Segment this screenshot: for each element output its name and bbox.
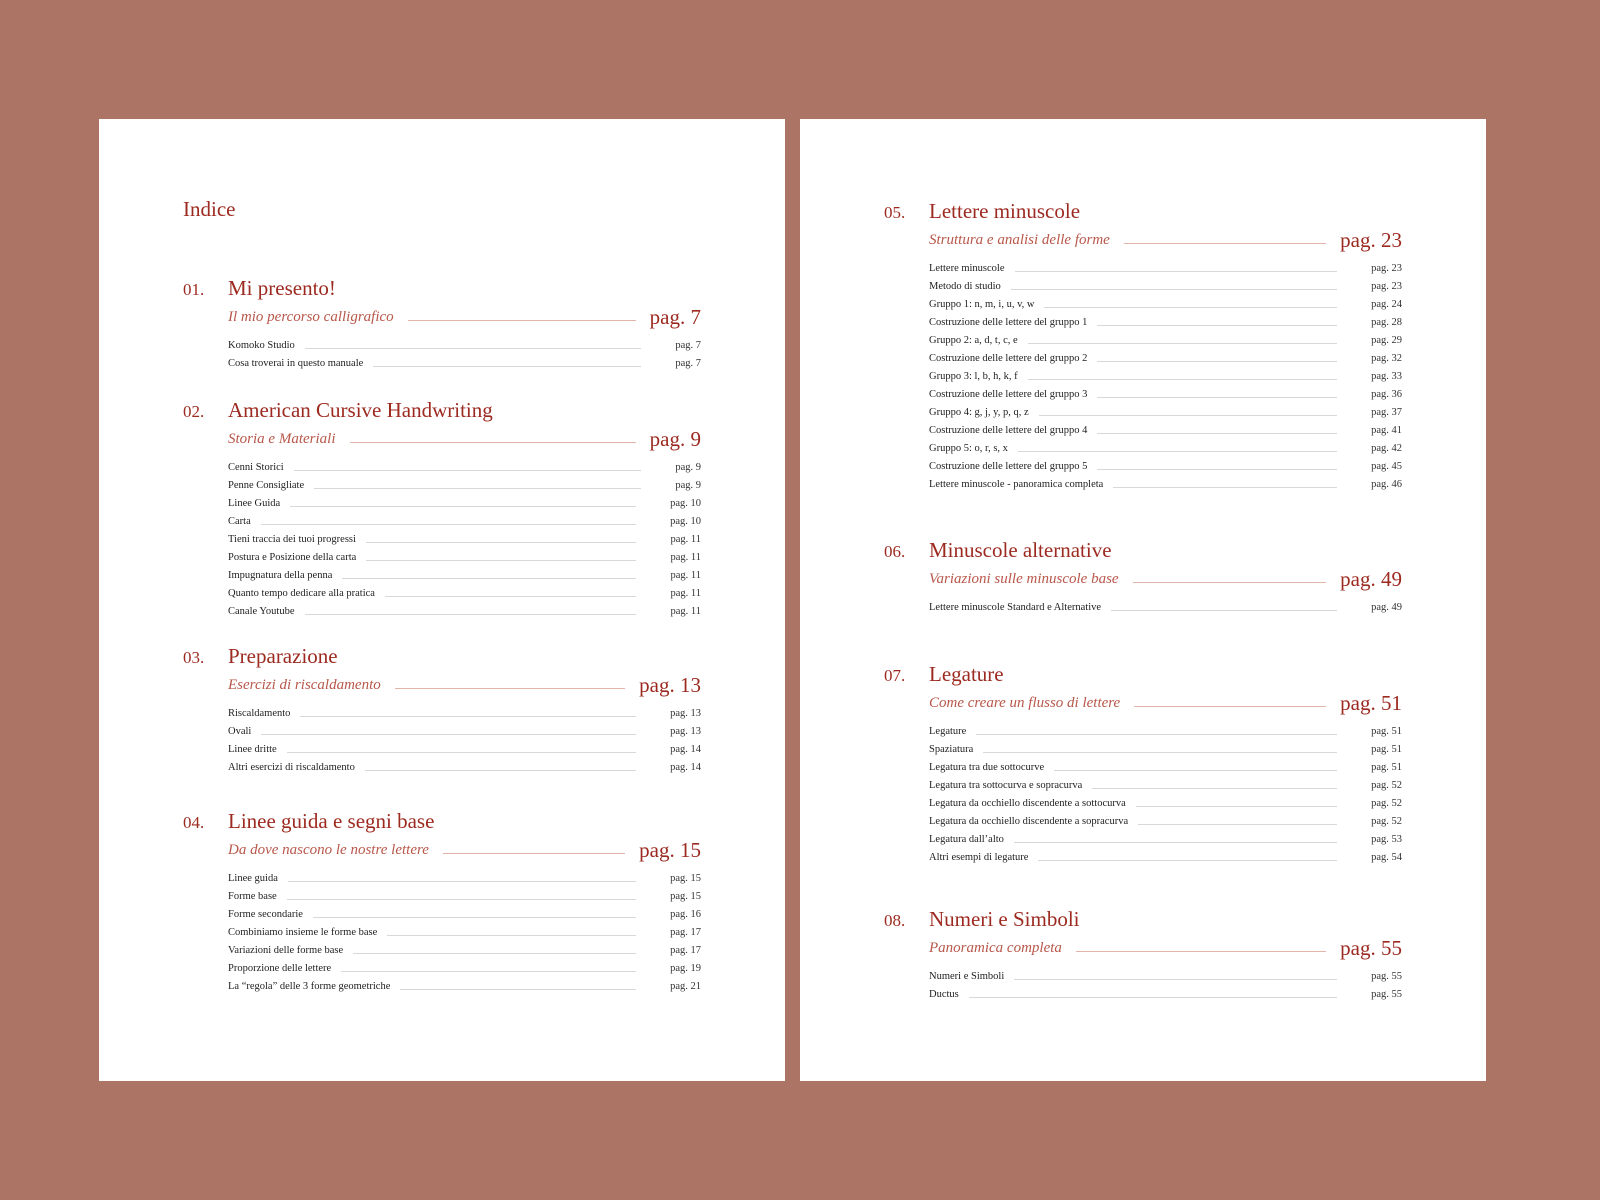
toc-item-page: pag. 11 (670, 587, 701, 599)
toc-item-label: Combiniamo insieme le forme base (228, 926, 378, 938)
leader-line (1134, 706, 1326, 707)
toc-item-label: Variazioni delle forme base (228, 944, 344, 956)
toc-item-label: Forme base (228, 890, 277, 902)
toc-item[interactable] (228, 548, 701, 566)
toc-item-label: Gruppo 3: l, b, h, k, f (929, 370, 1018, 382)
section-subtitle-row[interactable] (929, 690, 1402, 716)
leader-line (366, 542, 637, 543)
leader-line (976, 734, 1337, 735)
toc-item-page: pag. 24 (1371, 298, 1402, 310)
toc-item[interactable] (929, 367, 1402, 385)
toc-item[interactable] (929, 331, 1402, 349)
leader-line (1097, 433, 1337, 434)
toc-item[interactable] (929, 475, 1402, 493)
toc-item-page: pag. 45 (1371, 460, 1402, 472)
toc-item[interactable] (228, 758, 701, 776)
toc-section (183, 398, 701, 620)
toc-item-label: Tieni traccia dei tuoi progressi (228, 533, 356, 545)
leader-line (1097, 397, 1337, 398)
section-page-number: pag. 13 (639, 672, 701, 697)
section-title[interactable]: Linee guida e segni base (228, 809, 435, 833)
leader-line (1028, 343, 1337, 344)
toc-item-page: pag. 36 (1371, 388, 1402, 400)
leader-line (290, 506, 636, 507)
toc-item-label: Legatura da occhiello discendente a sottocurva (929, 797, 1126, 809)
toc-item[interactable] (228, 977, 701, 995)
toc-item[interactable] (929, 295, 1402, 313)
toc-item-page: pag. 14 (670, 743, 701, 755)
toc-item-list (929, 598, 1402, 616)
toc-item[interactable] (228, 704, 701, 722)
leader-line (287, 899, 636, 900)
section-page-number: pag. 55 (1340, 935, 1402, 960)
toc-item-page: pag. 33 (1371, 370, 1402, 382)
toc-item-page: pag. 55 (1371, 988, 1402, 1000)
toc-item-page: pag. 23 (1371, 262, 1402, 274)
toc-item-label: Ductus (929, 988, 959, 1000)
toc-item-label: Altri esempi di legature (929, 851, 1029, 863)
toc-item-label: Costruzione delle lettere del gruppo 1 (929, 316, 1088, 328)
toc-item[interactable] (929, 985, 1402, 1003)
leader-line (969, 997, 1337, 998)
toc-section (183, 276, 701, 372)
toc-item-label: Lettere minuscole Standard e Alternative (929, 601, 1102, 613)
section-title[interactable]: Preparazione (228, 644, 338, 668)
section-subtitle: Esercizi di riscaldamento (228, 676, 381, 693)
leader-line (1018, 451, 1337, 452)
toc-item-label: Proporzione delle lettere (228, 962, 332, 974)
toc-item-page: pag. 32 (1371, 352, 1402, 364)
toc-item-label: Legatura da occhiello discendente a sopracurva (929, 815, 1129, 827)
toc-item-page: pag. 52 (1371, 815, 1402, 827)
toc-item-page: pag. 17 (670, 944, 701, 956)
toc-item-page: pag. 10 (670, 497, 701, 509)
toc-item[interactable] (929, 439, 1402, 457)
leader-line (1014, 979, 1337, 980)
toc-item-page: pag. 11 (670, 605, 701, 617)
leader-line (341, 971, 636, 972)
section-page-number: pag. 15 (639, 837, 701, 862)
section-subtitle: Come creare un flusso di lettere (929, 694, 1121, 711)
toc-item-page: pag. 49 (1371, 601, 1402, 613)
toc-item-label: Altri esercizi di riscaldamento (228, 761, 355, 773)
section-page-number: pag. 9 (649, 426, 701, 451)
toc-item[interactable] (228, 923, 701, 941)
section-subtitle: Da dove nascono le nostre lettere (228, 841, 429, 858)
leader-line (387, 935, 636, 936)
toc-item-page: pag. 13 (670, 707, 701, 719)
toc-item[interactable] (929, 794, 1402, 812)
toc-item[interactable] (228, 740, 701, 758)
section-subtitle-row[interactable] (929, 566, 1402, 592)
toc-item[interactable] (228, 494, 701, 512)
leader-line (300, 716, 636, 717)
toc-item-page: pag. 16 (670, 908, 701, 920)
section-subtitle: Panoramica completa (929, 939, 1062, 956)
toc-item-page: pag. 52 (1371, 779, 1402, 791)
toc-item[interactable] (929, 830, 1402, 848)
toc-item-page: pag. 19 (670, 962, 701, 974)
toc-section (884, 538, 1402, 616)
toc-item-page: pag. 53 (1371, 833, 1402, 845)
toc-item-page: pag. 11 (670, 569, 701, 581)
toc-item-label: Legatura tra sottocurva e sopracurva (929, 779, 1083, 791)
toc-item[interactable] (929, 812, 1402, 830)
toc-item[interactable] (228, 905, 701, 923)
section-heading (183, 276, 701, 302)
leader-line (1136, 806, 1337, 807)
toc-item[interactable] (228, 354, 701, 372)
toc-item[interactable] (929, 421, 1402, 439)
section-heading (183, 398, 701, 424)
toc-item-list (228, 458, 701, 620)
toc-section (884, 662, 1402, 866)
leader-line (294, 470, 642, 471)
leader-line (305, 348, 642, 349)
section-page-number: pag. 51 (1340, 690, 1402, 715)
toc-item[interactable] (228, 512, 701, 530)
toc-item[interactable] (228, 336, 701, 354)
section-subtitle: Struttura e analisi delle forme (929, 231, 1110, 248)
leader-line (305, 614, 637, 615)
section-subtitle-row[interactable] (929, 935, 1402, 961)
leader-line (400, 989, 636, 990)
toc-item[interactable] (228, 566, 701, 584)
leader-line (1014, 842, 1337, 843)
toc-item-page: pag. 52 (1371, 797, 1402, 809)
section-subtitle: Storia e Materiali (228, 430, 336, 447)
toc-item-page: pag. 9 (675, 461, 701, 473)
toc-item-list (228, 869, 701, 995)
toc-item[interactable] (929, 967, 1402, 985)
toc-item-label: Cosa troverai in questo manuale (228, 357, 364, 369)
leader-line (288, 881, 636, 882)
section-heading (183, 644, 701, 670)
section-title[interactable]: Minuscole alternative (929, 538, 1112, 562)
leader-line (1097, 469, 1337, 470)
section-heading (884, 907, 1402, 933)
toc-item-label: Gruppo 1: n, m, i, u, v, w (929, 298, 1035, 310)
toc-item-label: Gruppo 4: g, j, y, p, q, z (929, 406, 1029, 418)
toc-item-label: Metodo di studio (929, 280, 1001, 292)
leader-line (1038, 860, 1337, 861)
leader-line (350, 442, 636, 443)
right-page (800, 119, 1486, 1081)
toc-item-page: pag. 37 (1371, 406, 1402, 418)
toc-item-page: pag. 10 (670, 515, 701, 527)
toc-item[interactable] (929, 722, 1402, 740)
section-subtitle: Variazioni sulle minuscole base (929, 570, 1119, 587)
toc-item[interactable] (228, 476, 701, 494)
leader-line (1097, 361, 1337, 362)
toc-item-page: pag. 55 (1371, 970, 1402, 982)
leader-line (287, 752, 636, 753)
toc-item-page: pag. 15 (670, 872, 701, 884)
toc-item-page: pag. 28 (1371, 316, 1402, 328)
toc-item-label: Costruzione delle lettere del gruppo 4 (929, 424, 1088, 436)
toc-section (884, 907, 1402, 1003)
toc-item-page: pag. 46 (1371, 478, 1402, 490)
toc-section (183, 644, 701, 776)
toc-item-label: Legatura dall’alto (929, 833, 1004, 845)
leader-line (1113, 487, 1337, 488)
toc-item[interactable] (929, 758, 1402, 776)
toc-item-page: pag. 42 (1371, 442, 1402, 454)
leader-line (365, 770, 636, 771)
leader-line (1039, 415, 1337, 416)
section-subtitle-row[interactable] (228, 426, 701, 452)
leader-line (1011, 289, 1337, 290)
toc-item-list (929, 967, 1402, 1003)
section-heading (884, 538, 1402, 564)
toc-item[interactable] (929, 598, 1402, 616)
leader-line (408, 320, 636, 321)
section-heading (884, 199, 1402, 225)
toc-item[interactable] (929, 259, 1402, 277)
toc-item-label: Lettere minuscole - panoramica completa (929, 478, 1104, 490)
leader-line (1111, 610, 1337, 611)
toc-item[interactable] (228, 941, 701, 959)
section-title[interactable]: Lettere minuscole (929, 199, 1081, 223)
section-number: 08. (884, 911, 906, 930)
leader-line (373, 366, 641, 367)
leader-line (395, 688, 625, 689)
toc-item[interactable] (228, 530, 701, 548)
section-number: 01. (183, 280, 205, 299)
toc-item[interactable] (228, 869, 701, 887)
section-subtitle-row[interactable] (929, 227, 1402, 253)
toc-item-page: pag. 21 (670, 980, 701, 992)
toc-item[interactable] (228, 887, 701, 905)
toc-item-page: pag. 9 (675, 479, 701, 491)
toc-item-page: pag. 11 (670, 551, 701, 563)
toc-item-page: pag. 11 (670, 533, 701, 545)
leader-line (1097, 325, 1337, 326)
toc-item-label: Postura e Posizione della carta (228, 551, 357, 563)
section-subtitle: Il mio percorso calligrafico (228, 308, 394, 325)
toc-item-list (929, 259, 1402, 493)
toc-item[interactable] (929, 277, 1402, 295)
section-number: 07. (884, 666, 906, 685)
toc-item-label: Linee Guida (228, 497, 281, 509)
toc-item-label: Riscaldamento (228, 707, 291, 719)
toc-item-label: Spaziatura (929, 743, 974, 755)
toc-item-page: pag. 13 (670, 725, 701, 737)
toc-section (183, 809, 701, 995)
toc-item[interactable] (228, 959, 701, 977)
leader-line (1076, 951, 1326, 952)
leader-line (261, 524, 636, 525)
leader-line (366, 560, 636, 561)
toc-item[interactable] (228, 722, 701, 740)
toc-item[interactable] (929, 457, 1402, 475)
toc-item-page: pag. 51 (1371, 743, 1402, 755)
leader-line (983, 752, 1337, 753)
toc-item-label: Carta (228, 515, 251, 527)
leader-line (313, 917, 636, 918)
left-page (99, 119, 785, 1081)
toc-item-label: Linee guida (228, 872, 278, 884)
toc-item-label: Costruzione delle lettere del gruppo 2 (929, 352, 1088, 364)
section-subtitle-row[interactable] (228, 304, 701, 330)
toc-item-page: pag. 51 (1371, 761, 1402, 773)
section-title[interactable]: American Cursive Handwriting (228, 398, 493, 422)
section-title[interactable]: Mi presento! (228, 276, 336, 300)
toc-item[interactable] (929, 848, 1402, 866)
toc-item-label: Linee dritte (228, 743, 277, 755)
section-number: 05. (884, 203, 906, 222)
toc-item[interactable] (929, 740, 1402, 758)
toc-item[interactable] (929, 403, 1402, 421)
toc-item-label: Gruppo 2: a, d, t, c, e (929, 334, 1018, 346)
leader-line (1133, 582, 1327, 583)
toc-item[interactable] (929, 385, 1402, 403)
section-subtitle-row[interactable] (228, 672, 701, 698)
section-number: 02. (183, 402, 205, 421)
leader-line (353, 953, 636, 954)
toc-item[interactable] (228, 602, 701, 620)
section-subtitle-row[interactable] (228, 837, 701, 863)
toc-item-label: Gruppo 5: o, r, s, x (929, 442, 1008, 454)
section-heading (183, 809, 701, 835)
leader-line (261, 734, 636, 735)
toc-item-label: Impugnatura della penna (228, 569, 333, 581)
toc-item-list (228, 336, 701, 372)
toc-item-label: Ovali (228, 725, 252, 737)
toc-item-label: Forme secondarie (228, 908, 303, 920)
toc-item-page: pag. 41 (1371, 424, 1402, 436)
section-number: 04. (183, 813, 205, 832)
toc-item-page: pag. 15 (670, 890, 701, 902)
section-heading (884, 662, 1402, 688)
toc-item-page: pag. 17 (670, 926, 701, 938)
leader-line (385, 596, 637, 597)
leader-line (1044, 307, 1337, 308)
toc-item-page: pag. 14 (670, 761, 701, 773)
leader-line (1028, 379, 1337, 380)
leader-line (1138, 824, 1337, 825)
toc-item-label: Costruzione delle lettere del gruppo 5 (929, 460, 1088, 472)
toc-item-page: pag. 51 (1371, 725, 1402, 737)
toc-item[interactable] (929, 776, 1402, 794)
toc-item-label: Costruzione delle lettere del gruppo 3 (929, 388, 1088, 400)
leader-line (342, 578, 636, 579)
toc-item-label: Numeri e Simboli (929, 970, 1005, 982)
toc-section (884, 199, 1402, 493)
toc-item-label: La “regola” delle 3 forme geometriche (228, 980, 391, 992)
section-page-number: pag. 49 (1340, 566, 1402, 591)
leader-line (1124, 243, 1326, 244)
toc-item[interactable] (228, 458, 701, 476)
leader-line (1015, 271, 1338, 272)
index-title: Indice (183, 197, 236, 221)
leader-line (1092, 788, 1337, 789)
section-page-number: pag. 7 (649, 304, 701, 329)
section-number: 06. (884, 542, 906, 561)
toc-item-label: Quanto tempo dedicare alla pratica (228, 587, 375, 599)
toc-item-label: Legature (929, 725, 967, 737)
toc-item-page: pag. 7 (675, 339, 701, 351)
section-title[interactable]: Legature (929, 662, 1004, 686)
toc-item[interactable] (929, 313, 1402, 331)
toc-item-label: Komoko Studio (228, 339, 295, 351)
toc-item-page: pag. 7 (675, 357, 701, 369)
toc-item-label: Lettere minuscole (929, 262, 1005, 274)
toc-item-page: pag. 23 (1371, 280, 1402, 292)
toc-item-label: Legatura tra due sottocurve (929, 761, 1045, 773)
section-title[interactable]: Numeri e Simboli (929, 907, 1080, 931)
toc-item[interactable] (228, 584, 701, 602)
section-page-number: pag. 23 (1340, 227, 1402, 252)
toc-item-label: Cenni Storici (228, 461, 284, 473)
leader-line (1054, 770, 1337, 771)
section-number: 03. (183, 648, 205, 667)
toc-item-list (228, 704, 701, 776)
toc-item-label: Penne Consigliate (228, 479, 305, 491)
toc-item[interactable] (929, 349, 1402, 367)
toc-item-list (929, 722, 1402, 866)
leader-line (443, 853, 625, 854)
leader-line (314, 488, 641, 489)
toc-item-page: pag. 54 (1371, 851, 1402, 863)
toc-item-label: Canale Youtube (228, 605, 295, 617)
toc-item-page: pag. 29 (1371, 334, 1402, 346)
